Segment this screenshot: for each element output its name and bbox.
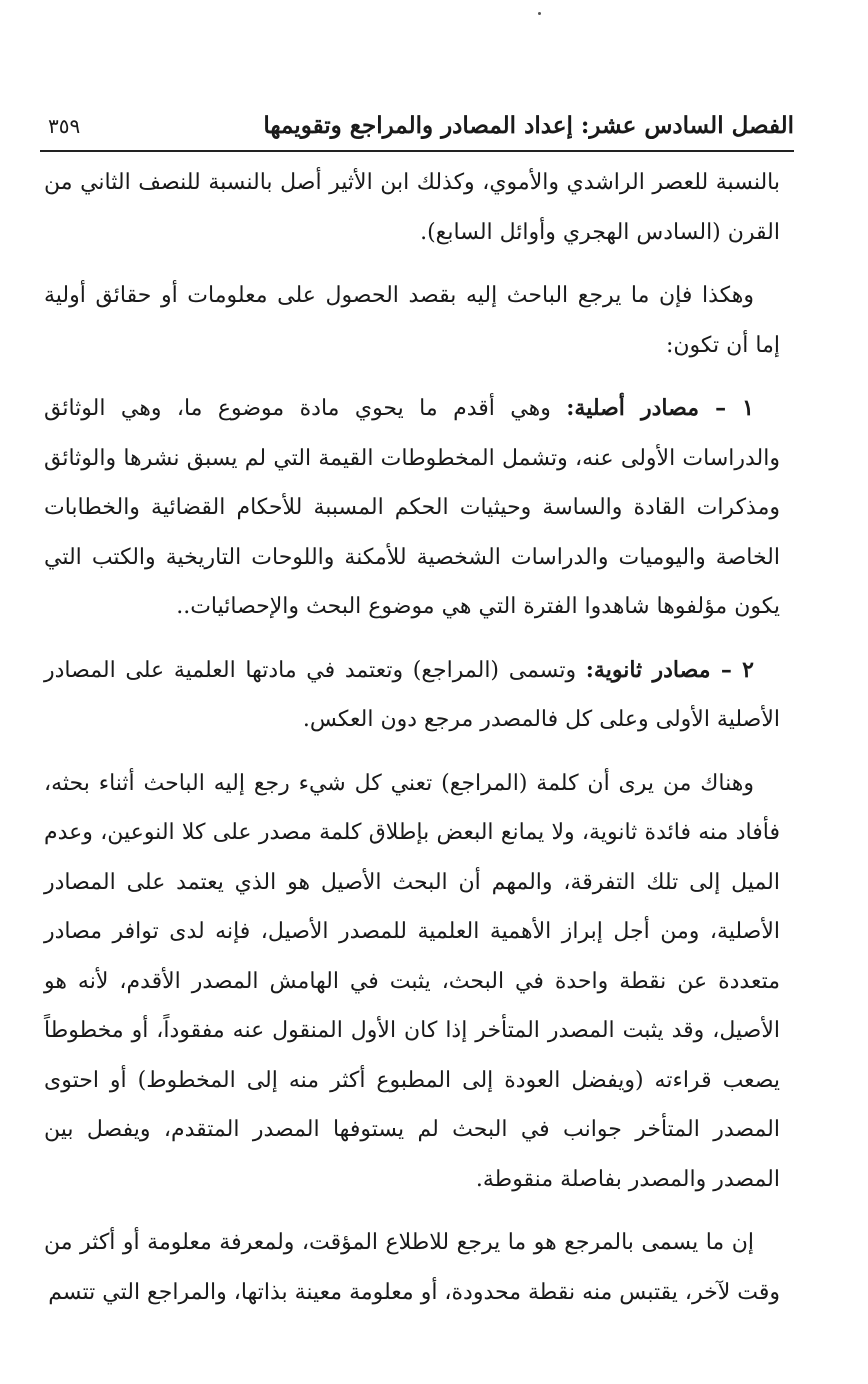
chapter-title: الفصل السادس عشر: إعداد المصادر والمراجع وتقويمها <box>263 112 794 139</box>
list-item-text: وهي أقدم ما يحوي مادة موضوع ما، وهي الوثائق والدراسات الأولى عنه، وتشمل المخطوطات القيمة التي لم يسبق نشرها والوثائق ومذكرات القادة والساسة وحيثيات الحكم المسببة للأحكام القضائية والخطابات الخاصة واليوميات والدراسات الشخصية للأمكنة واللوحات التاريخية والكتب التي يكون مؤلفوها شاهدوا الفترة التي هي موضوع البحث والإحصائيات.. <box>44 396 780 619</box>
list-item-heading: ١ – مصادر أصلية: <box>566 395 754 421</box>
paragraph-reference-definition: إن ما يسمى بالمرجع هو ما يرجع للاطلاع المؤقت، ولمعرفة معلومة أو أكثر من وقت لآخر، يقتبس منه نقطة محدودة، أو معلومة معينة بذاتها، والمراجع التي تتسم <box>44 1230 780 1305</box>
list-item-primary-sources <box>44 384 780 632</box>
paragraph-intro: وهكذا فإن ما يرجع الباحث إليه بقصد الحصول على معلومات أو حقائق أولية إما أن تكون: <box>44 283 780 358</box>
paragraph-continuation: بالنسبة للعصر الراشدي والأموي، وكذلك ابن الأثير أصل بالنسبة للنصف الثاني من القرن (السادس الهجري وأوائل السابع). <box>44 170 780 245</box>
page-body <box>44 158 780 1317</box>
paragraph-references-discussion: وهناك من يرى أن كلمة (المراجع) تعني كل شيء رجع إليه الباحث أثناء بحثه، فأفاد منه فائدة ثانوية، ولا يمانع البعض بإطلاق كلمة مصدر على كلا النوعين، وعدم الميل إلى تلك التفرقة، والمهم أن البحث الأصيل هو الذي يعتمد على المصادر الأصلية، ومن أجل إبراز الأهمية العلمية للمصدر الأصيل، فإنه لدى توافر مصادر متعددة عن نقطة واحدة في البحث، يثبت في الهامش المصدر الأقدم، لأنه هو الأصيل، وقد يثبت المصدر المتأخر إذا كان الأول المنقول عنه مفقوداً، أو مخطوطاً يصعب قراءته (ويفضل العودة إلى المطبوع أكثر منه إلى المخطوط) أو احتوى المصدر المتأخر جوانب في البحث لم يستوفها المصدر المتقدم، ويفصل بين المصدر والمصدر بفاصلة منقوطة. <box>44 770 780 1192</box>
page-number: ٣٥٩ <box>48 114 81 138</box>
scan-speck <box>538 12 541 15</box>
list-item-heading: ٢ – مصادر ثانوية: <box>585 656 754 683</box>
list-item-secondary-sources <box>44 646 780 745</box>
running-header <box>40 110 794 152</box>
list-item-text: وتسمى (المراجع) وتعتمد في مادتها العلمية على المصادر الأصلية الأولى وعلى كل فالمصدر مرجع دون العكس. <box>44 657 780 732</box>
